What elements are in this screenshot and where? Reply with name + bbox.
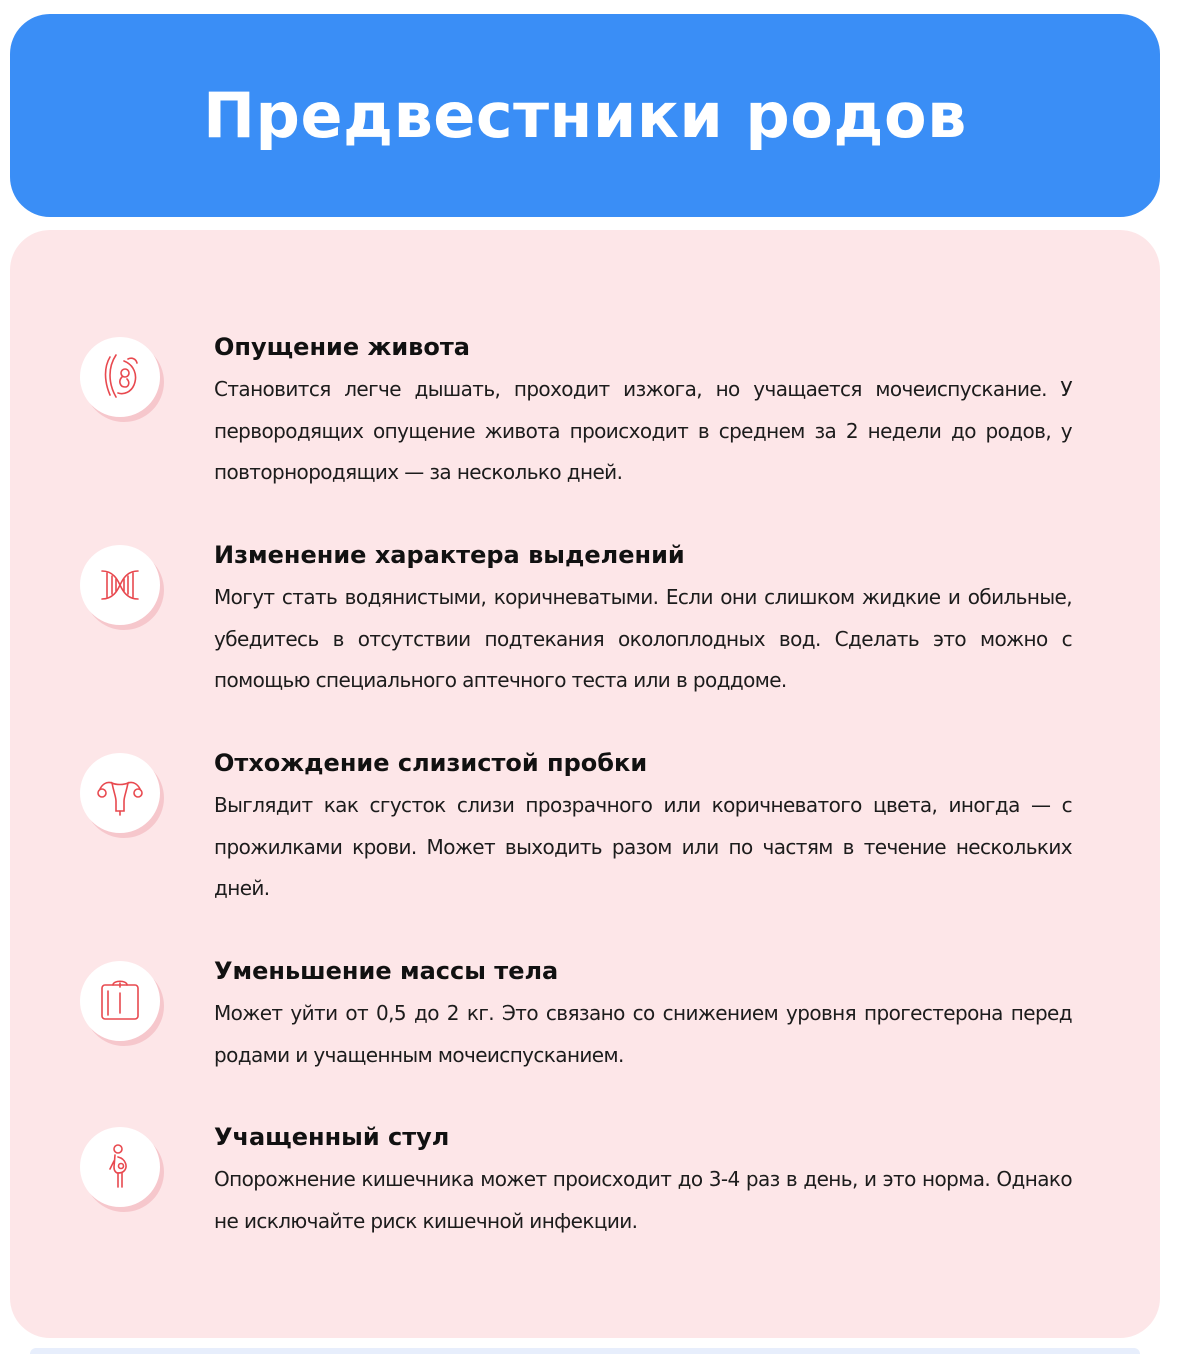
uterus-icon: [94, 767, 146, 819]
item-heading: Изменение характера выделений: [214, 541, 685, 569]
item-text: Становится легче дышать, проходит изжога, но учащается мочеиспускание. У первородящих опущение живота происходит в среднем за 2 недели до родов, у повторнородящих — за несколько дней.: [214, 377, 1072, 484]
pregnant-woman-icon: [94, 1141, 146, 1193]
pregnant-belly-icon: [94, 351, 146, 403]
item-text: Опорожнение кишечника может происходит до 3-4 раз в день, и это норма. Однако не исключайте риск кишечной инфекции.: [214, 1167, 1072, 1233]
page-title: Предвестники родов: [203, 79, 967, 152]
item-text: Выглядит как сгусток слизи прозрачного или коричневатого цвета, иногда — с прожилками крови. Может выходить разом или по частям в течение нескольких дней.: [214, 793, 1072, 900]
icon-badge: [80, 1127, 160, 1207]
icon-badge: [80, 337, 160, 417]
item-text: Может уйти от 0,5 до 2 кг. Это связано со снижением уровня прогестерона перед родами и учащенным мочеиспусканием.: [214, 1001, 1072, 1067]
scale-icon: [94, 975, 146, 1027]
item-heading: Отхождение слизистой пробки: [214, 749, 648, 777]
item-heading: Учащенный стул: [214, 1123, 450, 1151]
icon-badge: [80, 961, 160, 1041]
item-text: Могут стать водянистыми, коричневатыми. Если они слишком жидкие и обильные, убедитесь в отсутствии подтекания околоплодных вод. Сделать это можно с помощью специального аптечного теста или в роддоме.: [214, 585, 1072, 692]
item-heading: Опущение живота: [214, 333, 470, 361]
icon-badge: [80, 545, 160, 625]
dna-icon: [94, 559, 146, 611]
content-card: [10, 230, 1160, 1338]
header-banner: [10, 14, 1160, 217]
icon-badge: [80, 753, 160, 833]
next-section-edge: [30, 1348, 1140, 1354]
item-heading: Уменьшение массы тела: [214, 957, 559, 985]
